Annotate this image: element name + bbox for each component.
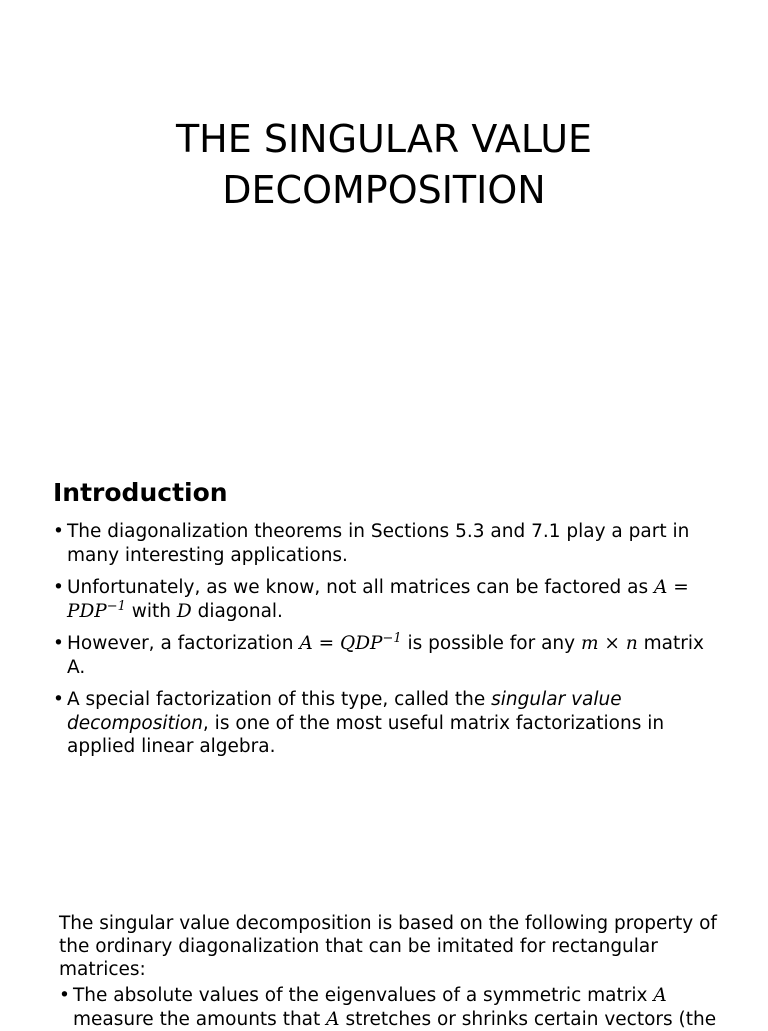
math-base: PDP (67, 600, 107, 622)
math-symbol: A (299, 633, 313, 654)
svd-property-slide (0, 880, 768, 1030)
bullet-dot: • (53, 633, 64, 654)
body-paragraph: The singular value decomposition is based on the following property of the ordinary diagonalization that can be imitated for rectangular matrices: (59, 913, 717, 980)
bullet-dot: • (53, 577, 64, 598)
emphasized-term: singular value decomposition (67, 689, 622, 734)
bullet-dot: • (59, 985, 70, 1006)
bullet-text: diagonal. (197, 600, 283, 622)
math-symbol: m (580, 633, 599, 654)
math-symbol: D (176, 600, 192, 622)
introduction-slide (0, 440, 768, 880)
bullet-list (53, 520, 713, 768)
math-symbol: A (326, 1008, 340, 1030)
math-base: QDP (340, 633, 383, 654)
slide-title (0, 114, 768, 216)
bullet-text: Unfortunately, as we know, not all matrices can be factored as (67, 577, 649, 598)
bullet-item (53, 576, 713, 623)
bullet-text: stretches or shrinks certain vectors (the (345, 1008, 717, 1030)
math-expression (340, 630, 402, 654)
bullet-dot: • (53, 521, 64, 542)
bullet-text: matrix A. (67, 633, 704, 678)
title-slide (0, 0, 768, 440)
bullet-item (53, 632, 713, 679)
bullet-text: A special factorization of this type, called the (67, 689, 486, 710)
bullet-dot: • (53, 689, 64, 710)
slide-title-line-2: DECOMPOSITION (222, 168, 546, 212)
math-superscript: −1 (382, 630, 402, 646)
bullet-text: However, a factorization (67, 633, 294, 654)
bullet-text: The diagonalization theorems in Sections 5.3 and 7.1 play a part in many interesting applications. (67, 521, 690, 566)
math-superscript: −1 (106, 598, 126, 614)
section-heading: Introduction (53, 478, 228, 507)
math-expression (67, 598, 126, 622)
bullet-text: The absolute values of the eigenvalues of a symmetric matrix (73, 985, 648, 1006)
math-symbol: = (673, 577, 689, 598)
bullet-text: with (131, 600, 171, 622)
math-symbol: n (625, 633, 638, 654)
bullet-text: , is one of the most useful matrix factorizations in applied linear algebra. (67, 712, 665, 757)
math-symbol: = (318, 633, 335, 654)
math-symbol: × (604, 633, 620, 654)
math-symbol: A (654, 577, 668, 598)
math-symbol: A (653, 985, 667, 1006)
slide-title-line-1: THE SINGULAR VALUE (175, 117, 593, 161)
bullet-item (53, 520, 713, 567)
bullet-text: measure the amounts that (73, 1008, 321, 1030)
bullet-text: is possible for any (407, 633, 576, 654)
bullet-item (53, 688, 713, 759)
